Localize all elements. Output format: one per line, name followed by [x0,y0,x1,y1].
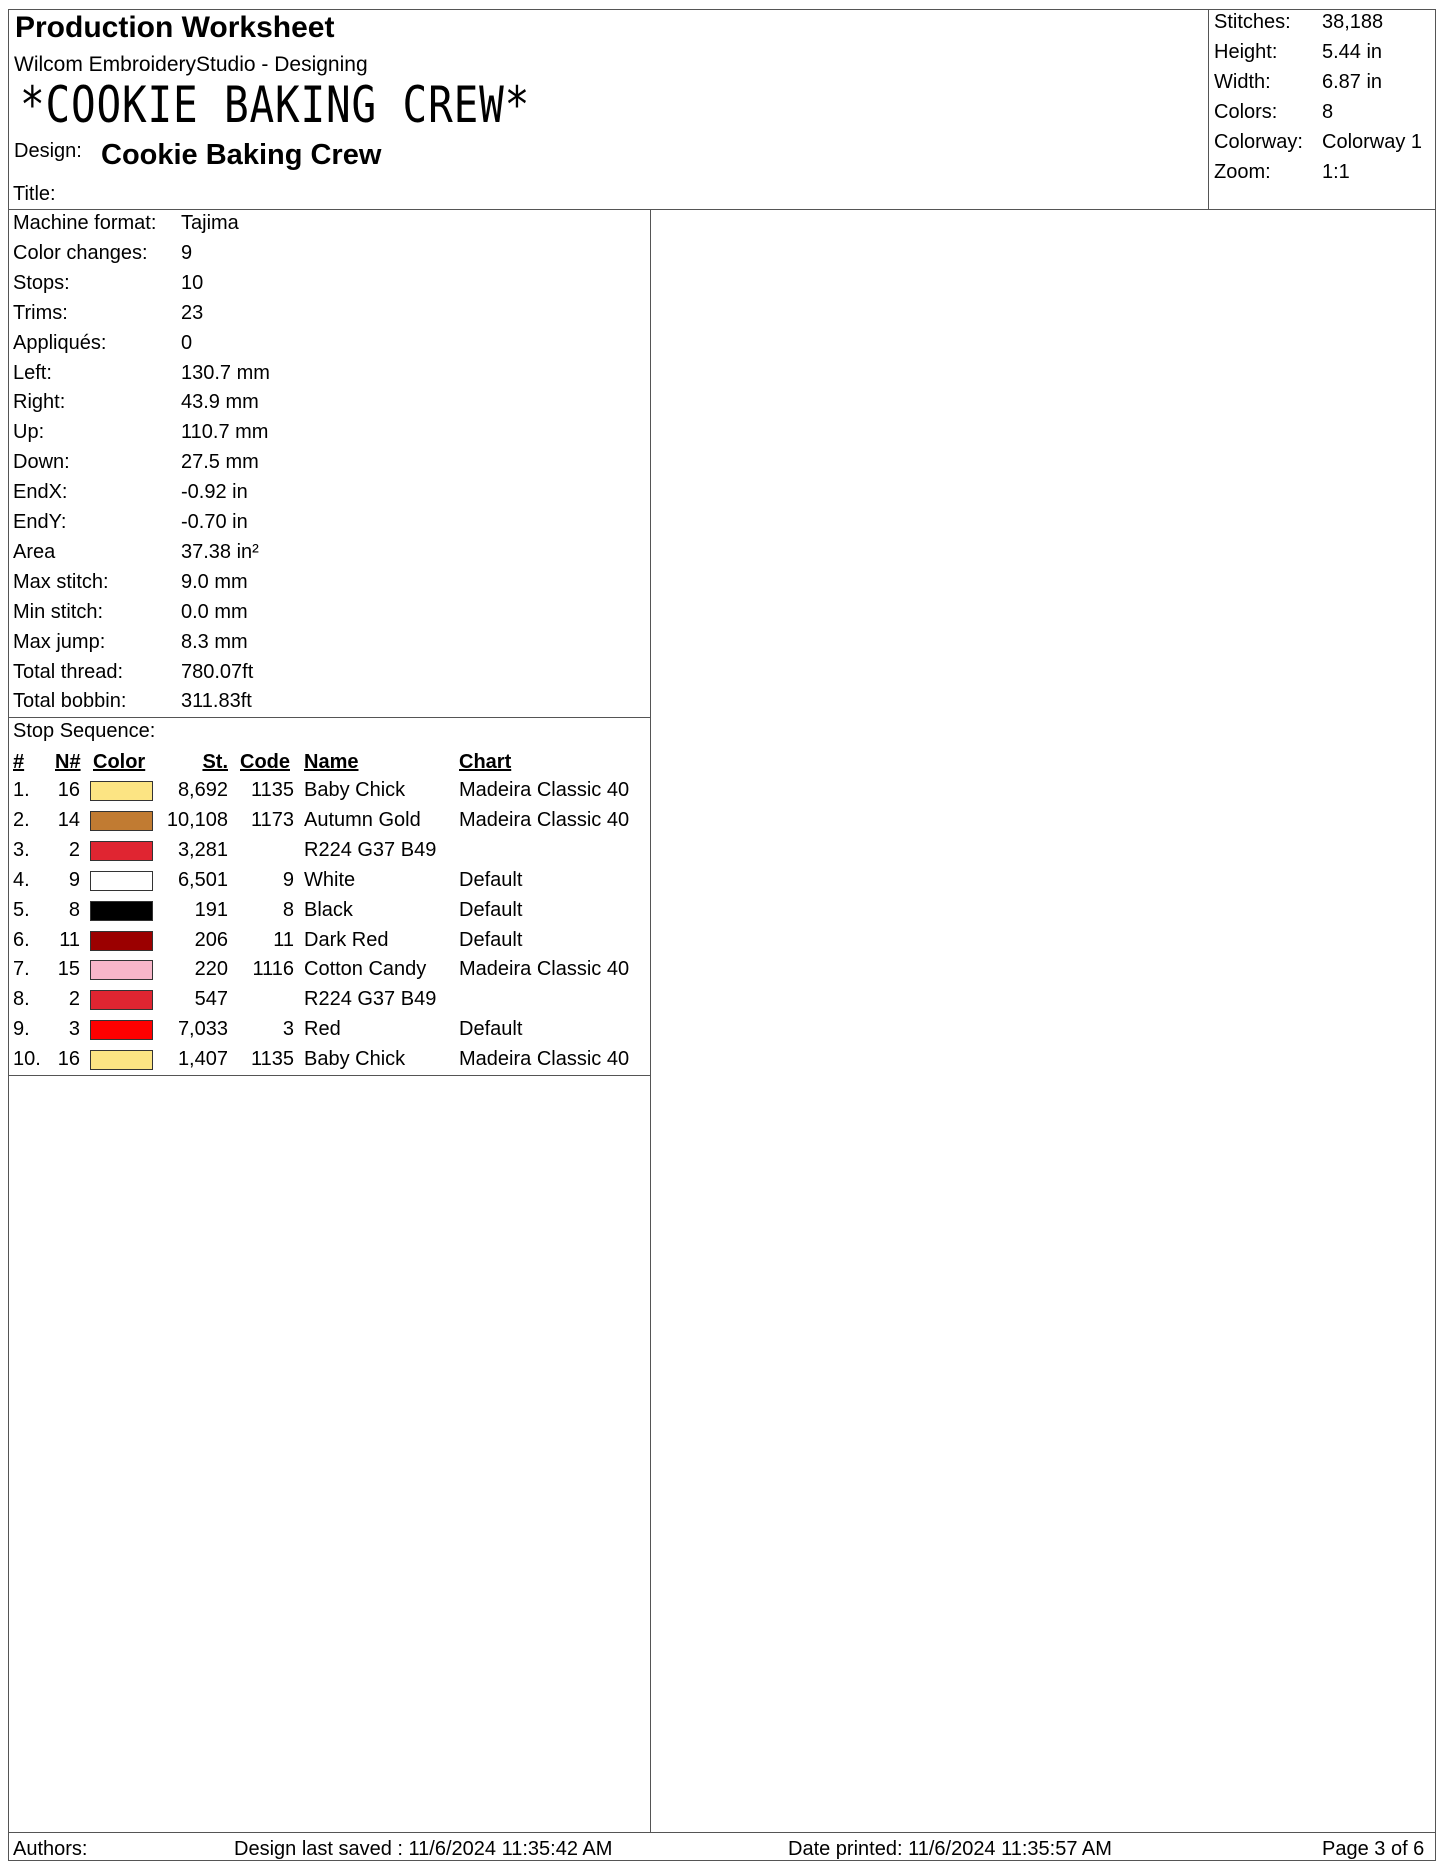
stat-label: Right: [13,391,66,414]
row-needle: 9 [68,868,80,891]
page-title: Production Worksheet [15,11,335,44]
stat-value: 130.7 mm [181,361,270,384]
row-needle: 2 [68,838,80,861]
row-chart: Madeira Classic 40 [459,1048,630,1071]
stat-label: Down: [13,451,70,474]
row-name: R224 G37 B49 [304,838,437,861]
header-chart: Chart [459,751,512,773]
stat-value: 311.83ft [181,690,252,713]
stat-label: Max jump: [13,630,106,653]
stat-label: EndY: [13,511,67,533]
row-chart: Madeira Classic 40 [459,958,630,981]
stat-label: Trims: [13,301,68,324]
stat-value: 10 [181,271,204,294]
row-name: Black [304,898,353,921]
summary-value: 38,188 [1322,11,1384,33]
row-chart: Default [459,928,523,951]
stat-label: Color changes: [13,241,148,264]
footer-authors: Authors: [13,1838,88,1860]
footer-last-saved: Design last saved : 11/6/2024 11:35:42 AM [234,1838,613,1860]
header-code: Code [240,751,290,773]
summary-label: Colorway: [1214,131,1303,153]
header-stitches: St. [202,751,228,773]
row-stitches: 547 [194,988,228,1011]
row-chart: Default [459,898,523,921]
summary-label: Stitches: [1214,11,1291,33]
summary-label: Zoom: [1214,161,1271,183]
row-color-swatch [90,1020,153,1040]
title-label: Title: [13,183,56,205]
stat-label: Appliqués: [13,331,107,354]
row-stitches: 206 [194,928,228,951]
summary-value: Colorway 1 [1322,131,1423,153]
summary-value: 6.87 in [1322,71,1383,93]
row-code: 1116 [252,958,294,981]
row-stitches: 191 [194,898,228,921]
summary-divider [1208,9,1209,209]
stat-label: Min stitch: [13,600,104,623]
footer-divider [8,1832,1436,1833]
row-stitches: 6,501 [177,868,228,891]
design-name: Cookie Baking Crew [101,139,382,171]
row-needle: 14 [57,808,80,831]
stat-label: Total bobbin: [13,690,127,713]
stat-value: 27.5 mm [181,451,259,474]
stat-label: Machine format: [13,212,157,234]
row-number: 10. [13,1048,41,1071]
row-number: 6. [13,928,30,951]
footer-page-number: Page 3 of 6 [1322,1838,1425,1860]
row-number: 3. [13,838,30,861]
stat-label: Area [13,540,56,563]
row-number: 5. [13,898,30,921]
header-needle: N# [55,751,81,773]
stop-sequence-label: Stop Sequence: [13,720,156,742]
row-stitches: 220 [194,958,228,981]
row-color-swatch [90,931,153,951]
row-stitches: 10,108 [166,808,228,831]
row-stitches: 8,692 [177,779,228,801]
row-needle: 16 [57,1048,80,1071]
header-divider [8,209,1436,210]
row-number: 2. [13,808,30,831]
row-color-swatch [90,1050,153,1070]
stat-label: Up: [13,421,45,444]
row-code: 8 [282,898,294,921]
row-color-swatch [90,811,153,831]
row-name: Cotton Candy [304,958,427,981]
row-needle: 3 [68,1018,80,1041]
stat-value: Tajima [181,212,239,234]
row-color-swatch [90,960,153,980]
row-name: Red [304,1018,341,1041]
row-needle: 8 [68,898,80,921]
software-name: Wilcom EmbroideryStudio - Designing [14,53,368,76]
row-color-swatch [90,990,153,1010]
stat-value: -0.70 in [181,511,248,533]
row-chart: Madeira Classic 40 [459,808,630,831]
row-color-swatch [90,841,153,861]
row-needle: 11 [59,928,80,951]
row-color-swatch [90,781,153,801]
row-name: Baby Chick [304,1048,406,1071]
header-color: Color [93,751,146,773]
row-chart: Default [459,868,523,891]
stat-value: 110.7 mm [181,421,269,444]
stat-value: 0.0 mm [181,600,248,623]
stat-value: 43.9 mm [181,391,259,414]
summary-label: Width: [1214,71,1271,93]
row-name: Autumn Gold [304,808,421,831]
row-code: 1173 [250,808,294,831]
row-needle: 16 [57,779,80,801]
row-chart: Default [459,1018,523,1041]
stat-value: 9 [181,241,193,264]
design-big-name: *COOKIE BAKING CREW* [20,76,531,134]
footer-date-printed: Date printed: 11/6/2024 11:35:57 AM [788,1838,1112,1860]
summary-label: Height: [1214,41,1278,63]
column-divider [650,209,651,1832]
stat-label: Left: [13,361,52,384]
header-num: # [13,751,25,773]
row-stitches: 3,281 [177,838,228,861]
design-label: Design: [14,140,82,162]
row-name: White [304,868,356,891]
stat-value: 8.3 mm [181,630,248,653]
row-name: R224 G37 B49 [304,988,437,1011]
row-name: Dark Red [304,928,389,951]
row-number: 8. [13,988,30,1011]
row-needle: 15 [57,958,80,981]
row-code: 11 [273,928,294,951]
row-number: 9. [13,1018,30,1041]
header-name: Name [304,751,359,773]
summary-value: 8 [1322,101,1334,123]
row-name: Baby Chick [304,779,406,801]
row-number: 1. [13,779,30,801]
row-number: 4. [13,868,30,891]
summary-value: 1:1 [1322,161,1350,183]
row-chart: Madeira Classic 40 [459,779,630,801]
row-number: 7. [13,958,30,981]
stat-value: 780.07ft [181,660,254,683]
stat-label: Stops: [13,271,70,294]
stat-label: EndX: [13,481,68,504]
stat-label: Total thread: [13,660,124,683]
stat-value: 0 [181,331,193,354]
stat-value: 37.38 in² [181,540,259,563]
summary-label: Colors: [1214,101,1278,123]
row-color-swatch [90,871,153,891]
row-code: 1135 [250,779,294,801]
row-stitches: 7,033 [177,1018,228,1041]
stat-label: Max stitch: [13,570,109,593]
row-code: 9 [282,868,294,891]
row-color-swatch [90,901,153,921]
sequence-divider [8,1075,650,1076]
stat-value: 9.0 mm [181,570,248,593]
stat-value: 23 [181,301,204,324]
row-stitches: 1,407 [177,1048,228,1071]
row-needle: 2 [68,988,80,1011]
summary-value: 5.44 in [1322,41,1383,63]
row-code: 3 [282,1018,294,1041]
row-code: 1135 [250,1048,294,1071]
stat-value: -0.92 in [181,481,248,504]
stats-divider [8,717,650,718]
